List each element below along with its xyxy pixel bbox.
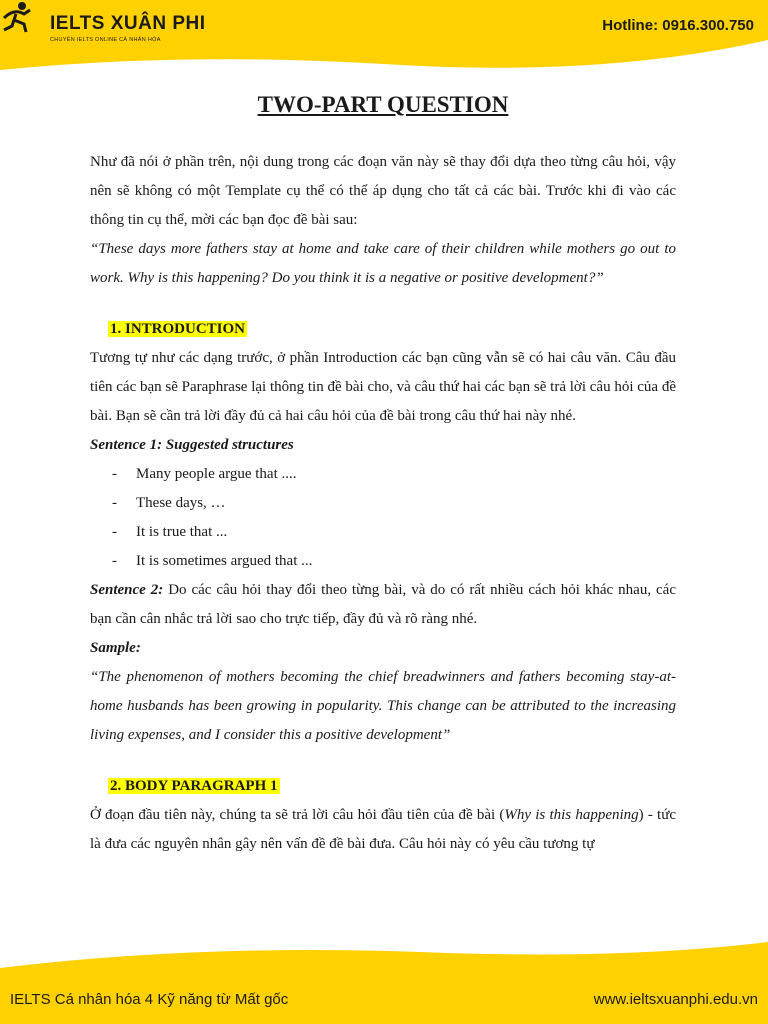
sample-text: “The phenomenon of mothers becoming the chief breadwinners and fathers becoming stay-at-home husbands has been growing in popularity. This change can be attributed to the increasing living expenses, and I consider this a positive development” (90, 669, 676, 743)
section-heading-introduction (108, 315, 676, 344)
section-heading-text: 1. INTRODUCTION (110, 321, 246, 337)
brand-tagline: CHUYÊN IELTS ONLINE CÁ NHÂN HÓA (50, 37, 161, 43)
sentence2-label: Sentence 2: (90, 582, 164, 598)
list-item: - It is true that ... (112, 524, 228, 540)
brand-name: IELTS XUÂN PHI (50, 13, 206, 34)
body1-text-after: ) - tức là đưa các nguyên nhân gây nên vấn đề đề bài đưa. Câu hỏi này có yêu cầu tương tự (90, 807, 676, 852)
list-item: - Many people argue that .... (112, 466, 297, 482)
document-title: TWO-PART QUESTION (257, 92, 509, 117)
page-header (0, 0, 768, 78)
list-item-text: Many people argue that .... (136, 466, 297, 482)
body1-text-before: Ở đoạn đầu tiên này, chúng ta sẽ trả lời câu hỏi đầu tiên của đề bài ( (90, 807, 505, 823)
sentence2-paragraph (90, 576, 676, 634)
introduction-paragraph: Tương tự như các dạng trước, ở phần Introduction các bạn cũng vẫn sẽ có hai câu văn. Câu đầu tiên các bạn sẽ Paraphrase lại thông tin đề bài cho, và câu thứ hai các bạn sẽ trả lời câu hỏi của đề bài. Bạn sẽ cần trả lời đầy đủ cả hai câu hỏi của đề bài trong câu thứ hai này nhé. (90, 350, 676, 424)
structures-list (90, 460, 676, 576)
document-body (90, 92, 676, 859)
list-item-text: It is true that ... (136, 524, 228, 540)
list-item-text: These days, … (136, 495, 226, 511)
body1-paragraph (90, 801, 676, 859)
sentence2-text: Do các câu hỏi thay đổi theo từng bài, và do có rất nhiều cách hỏi khác nhau, các bạn cần cân nhắc trả lời sao cho trực tiếp, đầy đủ và rõ ràng nhé. (90, 582, 676, 627)
sample-label: Sample: (90, 640, 141, 656)
footer-band-shape (0, 938, 768, 1024)
section-heading-text: 2. BODY PARAGRAPH 1 (110, 778, 278, 794)
footer-slogan: IELTS Cá nhân hóa 4 Kỹ năng từ Mất gốc (10, 991, 289, 1008)
sentence1-label: Sentence 1: Suggested structures (90, 437, 294, 453)
body1-text-italic: Why is this happening (504, 807, 639, 823)
question-quote: “These days more fathers stay at home and take care of their children while mothers go out to work. Why is this happening? Do you think it is a negative or positive development?” (90, 241, 676, 286)
section-heading-body1 (108, 772, 676, 801)
list-item: - It is sometimes argued that ... (112, 553, 313, 569)
footer-website: www.ieltsxuanphi.edu.vn (593, 991, 758, 1008)
running-figure-icon (0, 0, 34, 34)
page-footer (0, 938, 768, 1024)
list-item: - These days, … (112, 495, 226, 511)
intro-paragraph: Như đã nói ở phần trên, nội dung trong các đoạn văn này sẽ thay đổi dựa theo từng câu hỏi, vậy nên sẽ không có một Template cụ thể có thể áp dụng cho tất cả các bài. Trước khi đi vào các thông tin cụ thể, mời các bạn đọc đề bài sau: (90, 154, 676, 228)
hotline-text: Hotline: 0916.300.750 (602, 17, 754, 34)
list-item-text: It is sometimes argued that ... (136, 553, 313, 569)
